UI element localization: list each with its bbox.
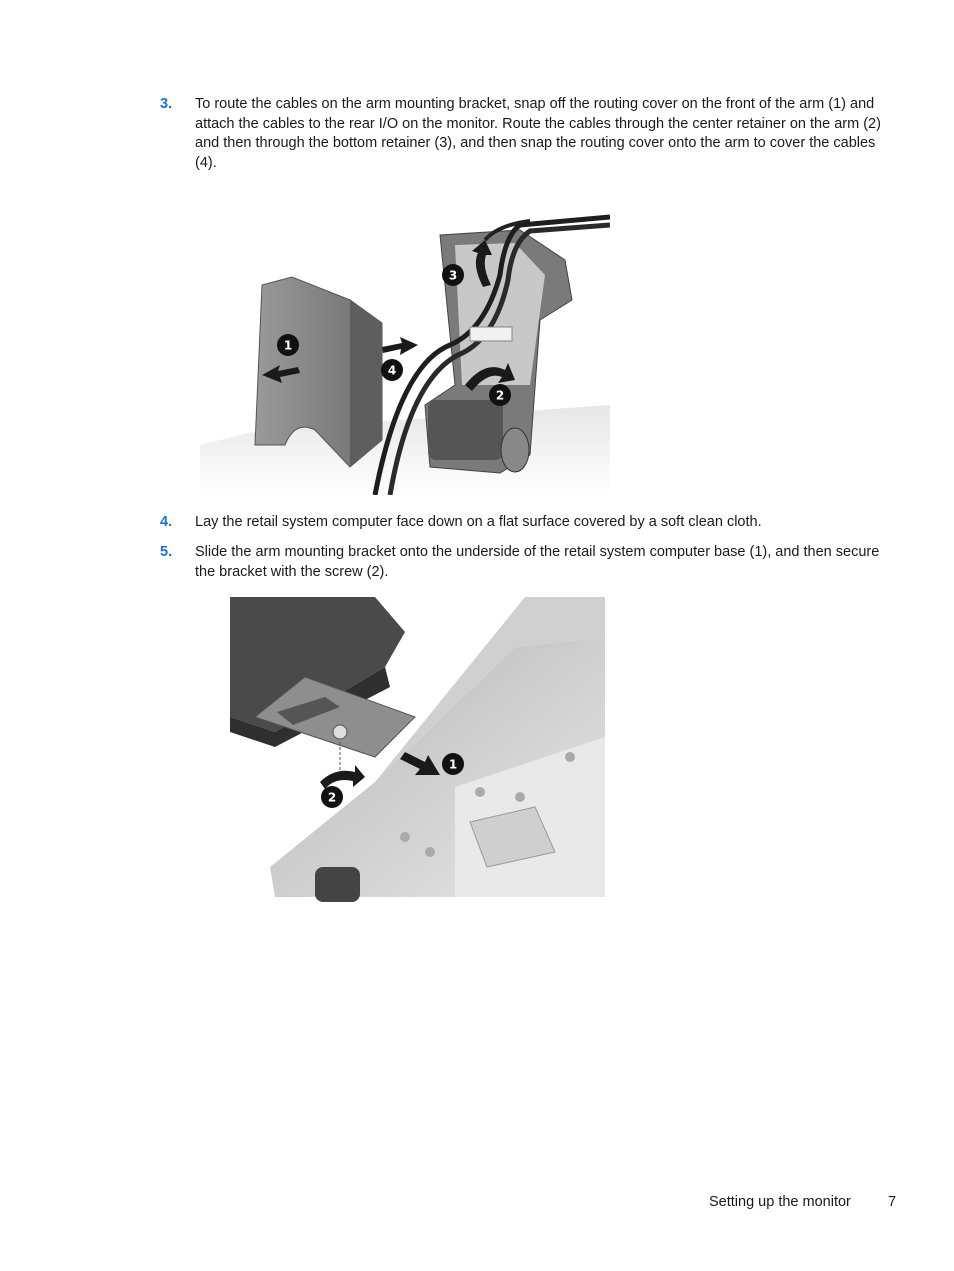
step-text: Slide the arm mounting bracket onto the underside of the retail system computer base (1), and then secure the bracket with the screw (2).	[195, 544, 880, 580]
callout-1: 1	[448, 757, 458, 772]
step-text: To route the cables on the arm mounting bracket, snap off the routing cover on the front of the arm (1) and attach the cables to the rear I/O on the monitor. Route the cables through the center retainer on the arm (2) and then through the bottom retainer (3), and then snap the routing cover onto the arm to cover the cables (4).	[195, 96, 881, 171]
callout-2: 2	[495, 388, 505, 403]
screw	[333, 725, 347, 739]
step-4	[160, 513, 890, 535]
arrow-2	[320, 765, 365, 789]
callout-3: 3	[448, 268, 458, 283]
figure-cable-routing	[200, 205, 610, 495]
step-number: 5.	[160, 544, 173, 560]
footer-page-number: 7	[888, 1194, 897, 1210]
step-3	[160, 95, 890, 175]
callout-1: 1	[283, 338, 293, 353]
footer-section-title: Setting up the monitor	[709, 1194, 851, 1210]
callout-2: 2	[327, 790, 337, 805]
callout-4: 4	[387, 363, 397, 378]
step-number: 4.	[160, 514, 173, 530]
step-number: 3.	[160, 96, 173, 112]
arrow-4	[382, 337, 418, 355]
step-text: Lay the retail system computer face down on a flat surface covered by a soft clean cloth.	[195, 514, 762, 530]
step-5	[160, 543, 890, 585]
figure-bracket-install	[225, 597, 610, 902]
